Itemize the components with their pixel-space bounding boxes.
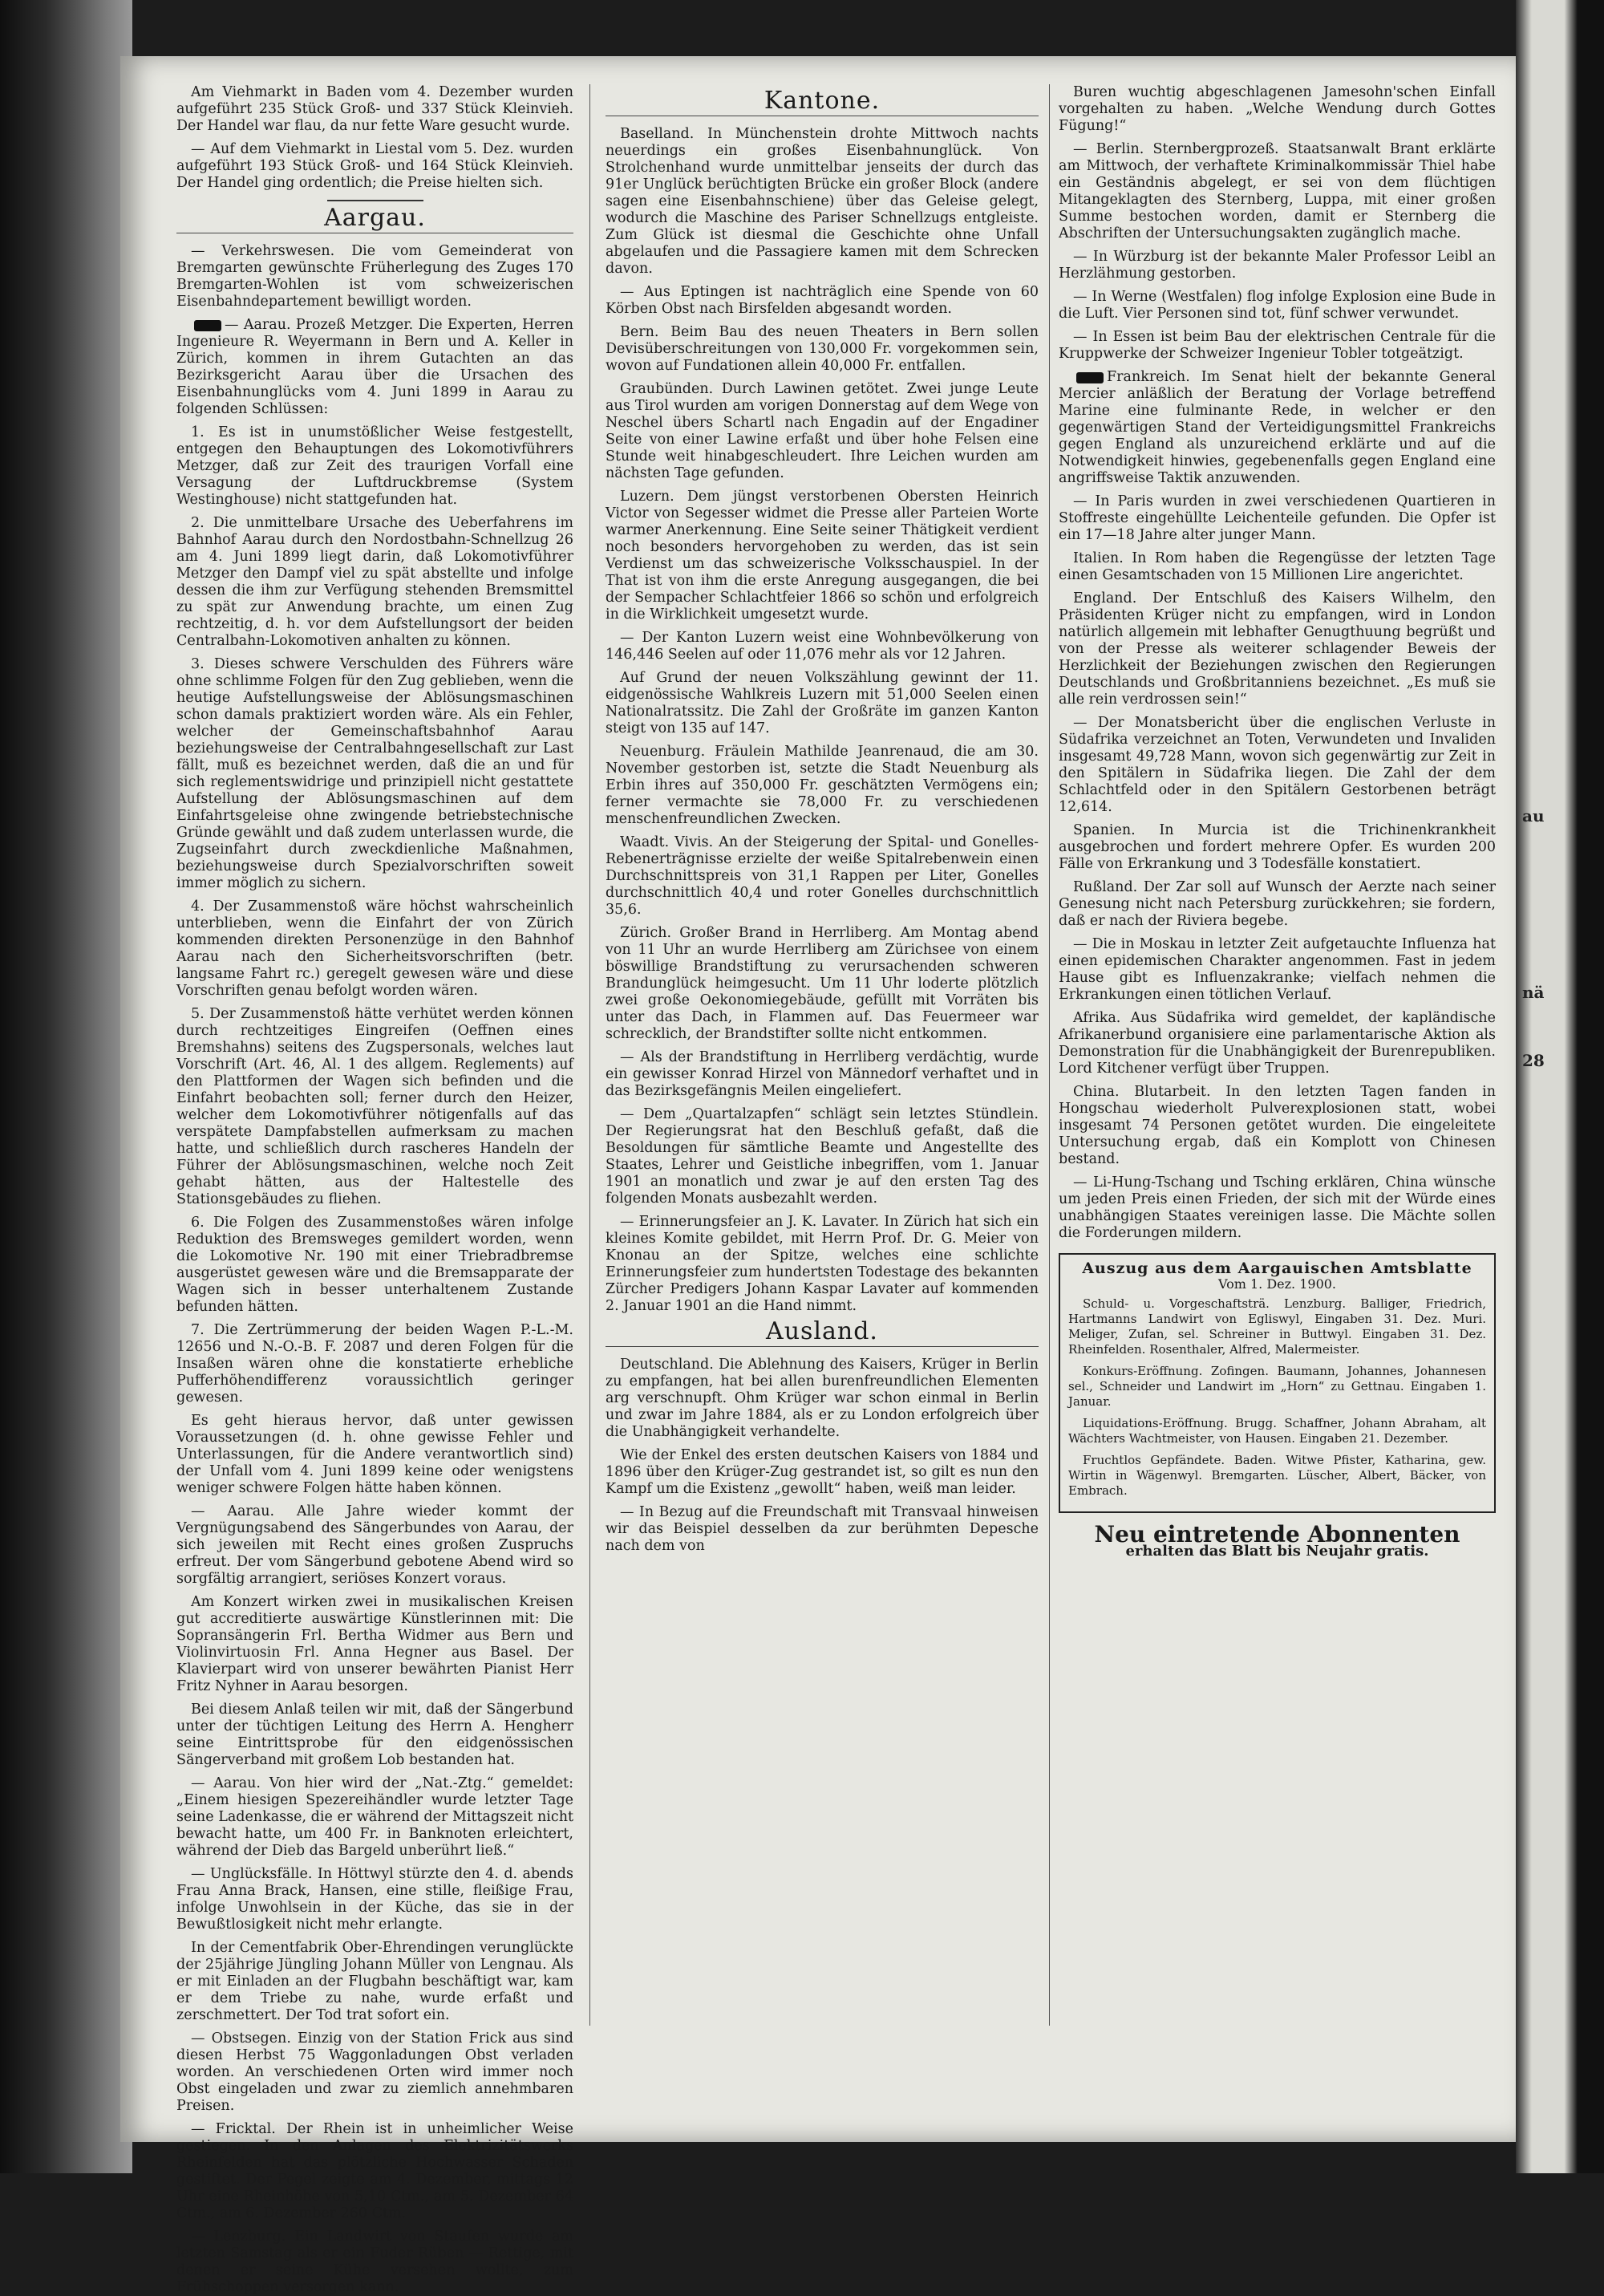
column-rule — [1049, 84, 1050, 2026]
pointing-hand-icon — [194, 320, 221, 331]
article-paragraph: Deutschland. Die Ablehnung des Kaisers, Krüger in Berlin zu empfangen, hat bei allen burenfreundlichen Elementen arg verschnupft. Ohm Krüger war schon einmal in Berlin und zwar im Jahre 1884, als er zu London erfolgreich über die Unabhängigkeit verhandelte. — [606, 1357, 1039, 1440]
article-paragraph: — Obstsegen. Einzig von der Station Frick aus sind diesen Herbst 75 Waggonladungen Obst verladen worden. An verschiedenen Orten wird immer noch Obst eingeladen und zwar zu ziemlich annehmbaren Preisen. — [176, 2030, 573, 2114]
article-paragraph: Waadt. Vivis. An der Steigerung der Spital- und Gonelles-Rebenerträgnisse erzielte der weiße Spitalrebenwein einen Durchschnittspreis von 31,1 Rappen per Liter, Gonelles durchschnittlich 40,4 und roter Gonelles durchschnittlich 35,6. — [606, 834, 1039, 918]
article-paragraph: — Aus Eptingen ist nachträglich eine Spende von 60 Körben Obst nach Birsfelden abgesandt worden. — [606, 284, 1039, 317]
article-paragraph: — Die in Moskau in letzter Zeit aufgetauchte Influenza hat einen epidemischen Charakter angenommen. Fast in jedem Hause gibt es Influenzakranke; vielfach nehmen die Erkrankungen einen tötlichen Verlauf. — [1059, 936, 1496, 1003]
article-paragraph: — Aarau. Von hier wird der „Nat.-Ztg.“ gemeldet: „Einem hiesigen Spezereihändler wurde letzter Tage seine Ladenkasse, die er während der Mittagszeit nicht bewacht hatte, um 400 Fr. in Banknoten erleichtert, während der Dieb das Bargeld unberührt ließ.“ — [176, 1775, 573, 1859]
article-paragraph: 4. Der Zusammenstoß wäre höchst wahrscheinlich unterblieben, wenn die Einfahrt der von Zürich kommenden direkten Personenzüge in den Bahnhof Aarau nach den Sicherheitsvorschriften (betr. langsame Fahrt rc.) geregelt gewesen wäre und diese Vorschriften genau befolgt worden wären. — [176, 899, 573, 999]
article-text: — Aarau. Prozeß Metzger. Die Experten, Herren Ingenieure R. Weyermann in Bern und A. Keller in Zürich, kommen in ihrem Gutachten an das Bezirksgericht Aarau über die Ursachen des Eisenbahnunglücks vom 4. Juni 1899 in Aarau zu folgenden Schlüssen: — [176, 317, 573, 417]
article-paragraph: — In Werne (Westfalen) flog infolge Explosion eine Bude in die Luft. Vier Personen sind tot, fünf schwer verwundet. — [1059, 289, 1496, 322]
amtsblatt-entry: Liquidations-Eröffnung. Brugg. Schaffner, Johann Abraham, alt Wächters Wachtmeister, von Hausen. Eingaben 21. Dezember. — [1068, 1416, 1486, 1446]
pointing-hand-icon — [1076, 372, 1104, 383]
scan-page-stack — [0, 0, 132, 2173]
article-paragraph — [1059, 369, 1496, 487]
article-paragraph: — Lenzburg. Ein Landwirt von Staufen wurde am letzten Samstag als er ein Fuder Rüben — Rettige, mit denen er seine Kühe versehen wollte, zum Frühschoppen versorgen kann. — [176, 2229, 573, 2295]
article-paragraph: — Aarau. Alle Jahre wieder kommt der Vergnügungsabend des Sängerbundes von Aarau, der sich jeweilen mit Recht eines großen Zuspruchs erfreut. Der vom Sängerbund gebotene Abend wird so sorgfältig arrangiert, seriöses Konzert voraus. — [176, 1503, 573, 1587]
article-paragraph: — In Paris wurden in zwei verschiedenen Quartieren in Stoffreste eingehüllte Leichenteile gefunden. Die Opfer ist ein 17—18 Jahre alter junger Mann. — [1059, 493, 1496, 543]
article-paragraph: Baselland. In Münchenstein drohte Mittwoch nachts neuerdings ein großes Eisenbahnunglück. Von Strolchenhand wurde unmittelbar jenseits der durch das 91er Unglück berüchtigten Brücke ein großer Block (andere sagen eine Eisenbahnschiene) über das Geleise gelegt, wodurch die Maschine des Pariser Schnellzugs entgleiste. Zum Glück ist diesmal die Geschichte ohne Unfall abgelaufen und die Passagiere kamen mit dem Schrecken davon. — [606, 126, 1039, 277]
article-paragraph: Afrika. Aus Südafrika wird gemeldet, der kapländische Afrikanerbund organisiere eine parlamentarische Aktion als Demonstration für die Unabhängigkeit der Burenrepubliken. Lord Kitchener verfügt über Truppen. — [1059, 1010, 1496, 1077]
article-paragraph: Spanien. In Murcia ist die Trichinenkrankheit ausgebrochen und fordert mehrere Opfer. Es wurden 200 Fälle von Erkrankung und 3 Todesfälle konstatiert. — [1059, 822, 1496, 872]
article-paragraph: Italien. In Rom haben die Regengüsse der letzten Tage einen Gesamtschaden von 15 Millionen Lire angerichtet. — [1059, 550, 1496, 583]
article-paragraph: Neuenburg. Fräulein Mathilde Jeanrenaud, die am 30. November gestorben ist, setzte die Stadt Neuenburg als Erbin ihres auf 350,000 Fr. geschätzten Vermögens ein; ferner vermachte sie 78,000 Fr. zu verschiedenen menschenfreundlichen Zwecken. — [606, 744, 1039, 827]
article-paragraph: In der Cementfabrik Ober-Ehrendingen verunglückte der 25jährige Jüngling Johann Müller von Lengnau. Als er mit Einladen an der Flugbahn beschäftigt war, kam er dem Triebe zu nahe, wurde erfaßt und zerschmettert. Der Tod trat sofort ein. — [176, 1940, 573, 2023]
article-text: Frankreich. Im Senat hielt der bekannte General Mercier anläßlich der Beratung der Vorlage betreffend Marine eine fulminante Rede, in welcher er den gegenwärtigen Stand der Verteidigungsmittel Frankreichs gegen England als unzureichend erklärte und auf die Notwendigkeit hinwies, gegebenenfalls gegen England eine angriffsweise Taktik anzuwenden. — [1059, 369, 1496, 486]
article-paragraph: Am Konzert wirken zwei in musikalischen Kreisen gut accreditierte auswärtige Künstlerinnen mit: Die Sopransängerin Frl. Bertha Widmer aus Bern und Violinvirtuosin Frl. Anna Hegner aus Basel. Der Klavierpart wird von unserer bewährten Pianist Herr Fritz Nyhner in Aarau besorgen. — [176, 1594, 573, 1694]
article-paragraph: — In Würzburg ist der bekannte Maler Professor Leibl an Herzlähmung gestorben. — [1059, 249, 1496, 282]
article-paragraph: — Erinnerungsfeier an J. K. Lavater. In Zürich hat sich ein kleines Komite gebildet, mit Herrn Prof. Dr. G. Meier von Knonau an der Spitze, welches eine schlichte Erinnerungsfeier zum hundertsten Todestage des bekannten Zürcher Predigers Johann Kaspar Lavater auf kommenden 2. Januar 1901 an die Hand nimmt. — [606, 1214, 1039, 1314]
article-paragraph: — Unglücksfälle. In Höttwyl stürzte den 4. d. abends Frau Anna Brack, Hansen, eine stille, fleißige Frau, infolge Unwohlsein in der Küche, das sie in der Bewußtlosigkeit nicht mehr erlangte. — [176, 1866, 573, 1933]
gutter-fragment: au — [1522, 806, 1545, 826]
article-paragraph: 1. Es ist in unumstößlicher Weise festgestellt, entgegen den Behauptungen des Lokomotivführers Metzger, daß zur Zeit des traurigen Vorfall eine Versagung der Luftdruckbremse (System Westinghouse) nicht stattgefunden hat. — [176, 424, 573, 508]
article-paragraph: 6. Die Folgen des Zusammenstoßes wären infolge Reduktion des Bremsweges gemildert worden, wenn die Lokomotive Nr. 190 mit einer Triebradbremse ausgerüstet gewesen wäre und die Bremsapparate der Wagen sich in besser unterhaltenem Zustande befunden hätten. — [176, 1215, 573, 1315]
article-paragraph: Bei diesem Anlaß teilen wir mit, daß der Sängerbund unter der tüchtigen Leitung des Herrn A. Hengherr seine Eintrittsprobe für den eidgenössischen Sängerverband mit großem Lob bestanden hat. — [176, 1702, 573, 1768]
article-paragraph: — Auf dem Viehmarkt in Liestal vom 5. Dez. wurden aufgeführt 193 Stück Groß- und 164 Stück Kleinvieh. Der Handel ging ordentlich; die Preise hielten sich. — [176, 141, 573, 191]
article-paragraph: — Fricktal. Der Rhein ist in unheimlicher Weise gestiegen. In den Anlagen des Elektrizitätswerks Rheinfelden hat das plötzliche Hochwasser Schaden gestiftet. Der Pegel zeigte am 4. Dezember, mittags 12 Uhr eine Rheinhöhe von 5,10 Ctm., am 5. Dezember 64 Ctm., am 6. Dezember 260 Ctm. — [176, 2121, 573, 2221]
article-paragraph: Es geht hieraus hervor, daß unter gewissen Voraussetzungen (d. h. ohne gewisse Fehler und Unterlassungen, für die Andere verantwortlich sind) der Unfall vom 4. Juni 1899 keine oder wenigstens weniger schwere Folgen hätte haben können. — [176, 1413, 573, 1496]
article-paragraph: — Der Kanton Luzern weist eine Wohnbevölkerung von 146,446 Seelen auf oder 11,076 mehr als vor 12 Jahren. — [606, 630, 1039, 663]
column-middle — [606, 84, 1039, 2042]
article-paragraph: Zürich. Großer Brand in Herrliberg. Am Montag abend von 11 Uhr an wurde Herrliberg am Zürichsee von einem böswillige Brandstiftung zu verursachenden schweren Brandunglück heimgesucht. Um 11 Uhr loderte plötzlich zwei große Oekonomiegebäude, gefüllt mit Vorräten bis unter das Dach, in Flammen auf. Das Feuermeer war schrecklich, der Brandstifter sollte nicht entkommen. — [606, 925, 1039, 1042]
gutter-fragment: nä — [1522, 983, 1545, 1002]
article-paragraph: — Li-Hung-Tschang und Tsching erklären, China wünsche um jeden Preis einen Frieden, der sich mit der Würde eines unabhängigen Staates vereinigen lasse. Die Mächte sollen die Forderungen mildern. — [1059, 1174, 1496, 1241]
article-paragraph: — Berlin. Sternbergprozeß. Staatsanwalt Brant erklärte am Mittwoch, der verhaftete Kriminalkommissär Thiel habe ein Geständnis abgelegt, er sei von dem flüchtigen Mitangeklagten des Sternberg, Luppa, mit einer großen Summe bestochen worden, damit er Sternberg die Abschriften der Untersuchungsakten zugänglich mache. — [1059, 141, 1496, 241]
article-paragraph: — Dem „Quartalzapfen“ schlägt sein letztes Stündlein. Der Regierungsrat hat den Beschluß gefaßt, daß die Besoldungen für sämtliche Beamte und Angestellte des Staates, Lehrer und Geistliche inbegriffen, vom 1. Januar 1901 an monatlich und zwar je auf den ersten Tag des folgenden Monats ausbezahlt werden. — [606, 1106, 1039, 1207]
article-paragraph: Buren wuchtig abgeschlagenen Jamesohn'schen Einfall vorgehalten zu haben. „Welche Wendung durch Gottes Fügung!“ — [1059, 84, 1496, 134]
amtsblatt-entry: Schuld- u. Vorgeschaftsträ. Lenzburg. Balliger, Friedrich, Hartmanns Landwirt von Egliswyl, Eingaben 31. Dez. Muri. Meliger, Zufan, sel. Schreiner in Buttwyl. Eingaben 31. Dez. Rheinfelden. Rosenthaler, Alfred, Malermeister. — [1068, 1296, 1486, 1357]
article-paragraph: — In Essen ist beim Bau der elektrischen Centrale für die Kruppwerke der Schweizer Ingenieur Tobler totgeätzigt. — [1059, 329, 1496, 362]
article-paragraph: China. Blutarbeit. In den letzten Tagen fanden in Hongschau wiederholt Pulverexplosionen statt, wobei insgesamt 74 Personen getötet wurden. Die eingeleitete Untersuchung ergab, daß ein Komplott von Chinesen bestand. — [1059, 1084, 1496, 1167]
article-paragraph: — Als der Brandstiftung in Herrliberg verdächtig, wurde ein gewisser Konrad Hirzel von Männedorf verhaftet und in das Bezirksgefängnis Meilen eingeliefert. — [606, 1049, 1039, 1099]
amtsblatt-box — [1059, 1253, 1496, 1513]
article-paragraph: 5. Der Zusammenstoß hätte verhütet werden können durch rechtzeitiges Eingreifen (Oeffnen eines Bremshahns) seitens des Zugspersonals, welches laut Vorschrift (Art. 46, Al. 1 des allgem. Reglements) auf den Plattformen der Wagen sich befinden und die Einfahrt beobachten soll; ferner durch den Heizer, welcher dem Lokomotivführer nötigenfalls auf das verspätete Dampfabstellen aufmerksam zu machen hatte, und schließlich durch rascheres Handeln der Führer der Ablösungsmaschinen, welche noch Zeit gehabt hätten, aus der Haltestelle des Stationsgebäudes zu fliehen. — [176, 1006, 573, 1207]
article-paragraph: Auf Grund der neuen Volkszählung gewinnt der 11. eidgenössische Wahlkreis Luzern mit 51,000 Seelen einen Nationalratssitz. Die Zahl der Großräte im ganzen Kanton steigt von 135 auf 147. — [606, 670, 1039, 736]
amtsblatt-title: Auszug aus dem Aargauischen Amtsblatte — [1082, 1260, 1472, 1277]
adjacent-page-edge — [1516, 0, 1604, 2173]
section-heading-ausland: Ausland. — [606, 1323, 1039, 1347]
amtsblatt-entry: Fruchtlos Gepfändete. Baden. Witwe Pfister, Katharina, gew. Wirtin in Wägenwyl. Bremgarten. Lüscher, Albert, Bäcker, von Embrach. — [1068, 1453, 1486, 1498]
article-paragraph: 3. Dieses schwere Verschulden des Führers wäre ohne schlimme Folgen für den Zug geblieben, wenn die heutige Aufstellungsweise der Ablösungsmaschinen schon damals praktiziert worden wäre. Als ein Fehler, welcher der Gemeinschaftsbahnhof Aarau beziehungsweise der Centralbahngesellschaft zur Last fällt, muß es bezeichnet werden, daß die an und für sich reglementswidrige und prinzipiell nicht gestattete Aufstellung der Ablösungsmaschinen auf dem Einfahrtsgeleise ohne zwingende betriebstechnische Gründe gewählt und daß zudem unterlassen wurde, die Zugseinfahrt durch zweckdienliche Maßnahmen, beziehungsweise durch Spezialvorschriften soweit immer möglich zu sichern. — [176, 656, 573, 891]
section-heading-aargau: Aargau. — [176, 209, 573, 233]
subscription-heading: Neu eintretende Abonnenten — [1094, 1521, 1460, 1548]
article-paragraph: Rußland. Der Zar soll auf Wunsch der Aerzte nach seiner Genesung nicht nach Petersburg zurückkehren; sie fordern, daß er nach der Riviera begebe. — [1059, 879, 1496, 929]
separator — [327, 200, 423, 201]
article-paragraph: 7. Die Zertrümmerung der beiden Wagen P.-L.-M. 12656 und N.-O.-B. F. 2087 und deren Folgen für die Insaßen wären ohne die konstatierte erhebliche Pufferhöhendifferenz voraussichtlich geringer gewesen. — [176, 1322, 573, 1406]
amtsblatt-entry: Konkurs-Eröffnung. Zofingen. Baumann, Johannes, Johannesen sel., Schneider und Landwirt im „Horn“ zu Gettnau. Eingaben 1. Januar. — [1068, 1364, 1486, 1409]
article-paragraph: — Der Monatsbericht über die englischen Verluste in Südafrika verzeichnet an Toten, Verwundeten und Invaliden insgesamt 49,728 Mann, wovon sich gegenwärtig zur Zeit in den Spitälern in Südafrika liegen. Die Zahl der dem Schlachtfeld oder in den Spitälern Gestorbenen beträgt 12,614. — [1059, 715, 1496, 815]
column-left — [176, 84, 573, 2295]
column-rule — [589, 84, 590, 2026]
amtsblatt-date: Vom 1. Dez. 1900. — [1217, 1276, 1337, 1292]
article-paragraph: Am Viehmarkt in Baden vom 4. Dezember wurden aufgeführt 235 Stück Groß- und 337 Stück Kleinvieh. Der Handel war flau, da nur fette Ware gesucht wurde. — [176, 84, 573, 134]
article-paragraph: Graubünden. Durch Lawinen getötet. Zwei junge Leute aus Tirol wurden am vorigen Donnerstag auf dem Wege von Neschel übers Schartl nach Engadin auf der Engadiner Seite von einer Lawine erfaßt und über hohe Felsen eine Stunde weit hinabgeschleudert. Ihre Leichen wurden am nächsten Tage gefunden. — [606, 381, 1039, 481]
article-paragraph: Luzern. Dem jüngst verstorbenen Obersten Heinrich Victor von Segesser widmet die Presse aller Parteien Worte warmer Anerkennung. Eine Seite seiner Thätigkeit verdient noch besonders hervorgehoben zu werden, das ist sein Verdienst um das schweizerische Volksschauspiel. In der That ist von ihm die erste Anregung ausgegangen, die bei der Sempacher Schlachtfeier 1866 so schön und erfolgreich in die Wirklichkeit umgesetzt wurde. — [606, 489, 1039, 623]
subscription-note: erhalten das Blatt bis Neujahr gratis. — [1125, 1543, 1429, 1560]
section-heading-kantone: Kantone. — [606, 92, 1039, 116]
article-paragraph: — In Bezug auf die Freundschaft mit Transvaal hinweisen wir das Beispiel desselben da zur berühmten Depesche nach dem von — [606, 1504, 1039, 1554]
gutter-fragment: 28 — [1522, 1051, 1545, 1070]
article-paragraph — [176, 317, 573, 418]
article-paragraph: — Verkehrswesen. Die vom Gemeinderat von Bremgarten gewünschte Früherlegung des Zuges 170 Bremgarten-Wohlen ist vom schweizerischen Eisenbahndepartement bewilligt worden. — [176, 243, 573, 310]
article-paragraph: England. Der Entschluß des Kaisers Wilhelm, den Präsidenten Krüger nicht zu empfangen, wird in London natürlich allgemein mit lebhafter Genugthuung begrüßt und von der Presse als weiterer schlagender Beweis der Herzlichkeit der Beziehungen zwischen den Regierungen Deutschlands und Großbritanniens bezeichnet. „Es muß sie alle rein verdrossen sein!“ — [1059, 590, 1496, 708]
article-paragraph: 2. Die unmittelbare Ursache des Ueberfahrens im Bahnhof Aarau durch den Nordostbahn-Schnellzug 26 am 4. Juni 1899 liegt darin, daß Lokomotivführer Metzger den Dampf viel zu spät abstellte und infolge dessen die ihm zur Verfügung stehenden Bremsmittel zu spät zur Anwendung brachte, um einen Zug rechtzeitig, d. h. vor dem Aufstellungsort der beiden Centralbahn-Lokomotiven anhalten zu können. — [176, 515, 573, 649]
article-paragraph: Bern. Beim Bau des neuen Theaters in Bern sollen Devisüberschreitungen von 130,000 Fr. vorgekommen sein, wovon auf Fundationen allein 40,000 Fr. entfallen. — [606, 324, 1039, 374]
column-right — [1059, 84, 1496, 2042]
article-paragraph: Wie der Enkel des ersten deutschen Kaisers von 1884 und 1896 über den Krüger-Zug gestrandet ist, so gilt es nun den Kampf um die Existenz „gewollt“ haben, weiß man leider. — [606, 1447, 1039, 1497]
